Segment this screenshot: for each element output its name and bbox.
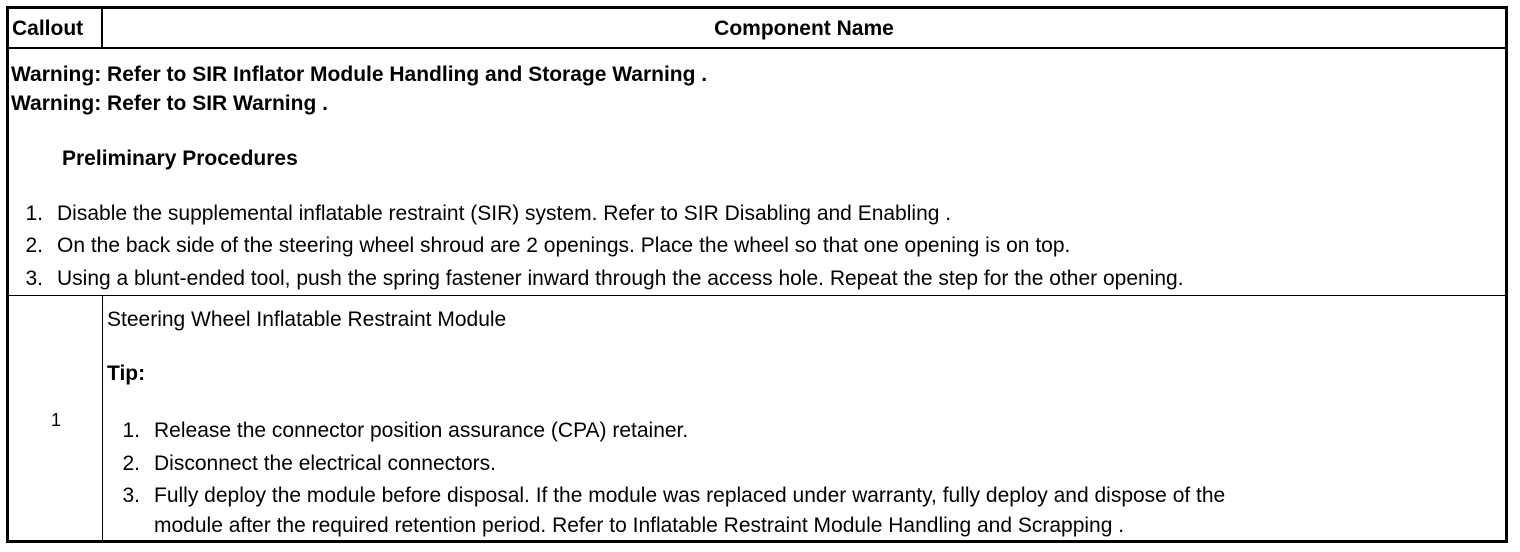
list-item: [9, 267, 1184, 291]
step-number: 3.: [25, 267, 43, 290]
step-text: Using a blunt-ended tool, push the spring fastener inward through the access hole. Repeat the step for the other opening.: [57, 267, 1184, 290]
preliminary-section: [9, 49, 1505, 296]
tip-label: Tip:: [107, 362, 146, 385]
step-text: Fully deploy the module before disposal. If the module was replaced under warranty, fully deploy and dispose of the: [154, 484, 1226, 507]
step-text: Release the connector position assurance (CPA) retainer.: [154, 419, 689, 442]
component-name-header-cell: [103, 9, 1505, 47]
step-text-continuation: module after the required retention period. Refer to Inflatable Restraint Module Handling and Scrapping .: [154, 514, 1125, 537]
list-item: [106, 484, 1225, 508]
list-item: [106, 419, 688, 443]
step-text: On the back side of the steering wheel shroud are 2 openings. Place the wheel so that one opening is on top.: [57, 234, 1071, 257]
callout-cell: [9, 296, 103, 540]
component-table: [6, 6, 1508, 543]
table-header-row: [9, 9, 1505, 49]
callout-number: 1: [50, 410, 61, 430]
warning-text: Warning: Refer to SIR Inflator Module Handling and Storage Warning .: [11, 63, 708, 86]
step-text: Disable the supplemental inflatable restraint (SIR) system. Refer to SIR Disabling and Enabling .: [57, 202, 952, 225]
warning-text: Warning: Refer to SIR Warning .: [11, 92, 328, 115]
component-name-header: Component Name: [714, 17, 894, 40]
list-item: [9, 202, 951, 226]
callout-header-cell: [9, 9, 103, 47]
step-number: 1.: [122, 419, 140, 442]
component-cell: [103, 296, 1505, 540]
step-number: 3.: [122, 484, 140, 507]
step-text: Disconnect the electrical connectors.: [154, 452, 496, 475]
list-item: [106, 452, 496, 476]
component-name: Steering Wheel Inflatable Restraint Module: [107, 308, 507, 331]
step-number: 2.: [122, 452, 140, 475]
step-number: 2.: [25, 234, 43, 257]
table-row: [9, 296, 1505, 540]
section-title: Preliminary Procedures: [62, 147, 298, 170]
list-item: [9, 234, 1070, 258]
callout-header: Callout: [12, 17, 84, 40]
step-number: 1.: [25, 202, 43, 225]
